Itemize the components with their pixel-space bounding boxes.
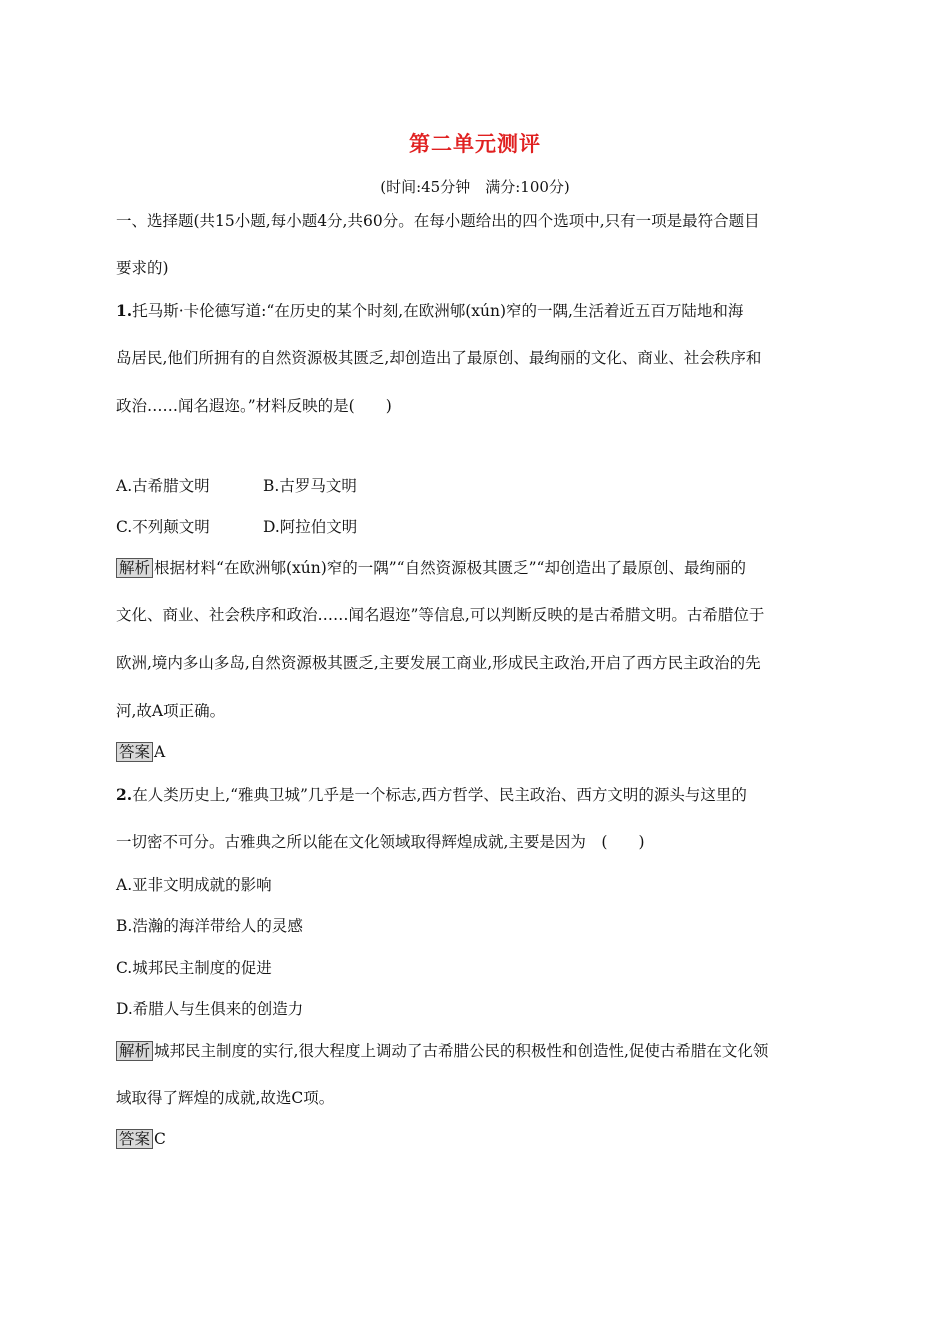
q1-analysis-line4: 河,故A项正确。 [116,702,226,720]
q1-stem-text1: 托马斯·卡伦德写道:“在历史的某个时刻,在欧洲郇(xún)窄的一隅,生活着近五百万陆地和海 [132,302,744,320]
q1-analysis-line3: 欧洲,境内多山多岛,自然资源极其匮乏,主要发展工商业,形成民主政治,开启了西方民主政治的先 [116,654,761,672]
q2-answer-line [116,1129,836,1149]
q1-analysis-line2: 文化、商业、社会秩序和政治……闻名遐迩”等信息,可以判断反映的是古希腊文明。古希腊位于 [116,606,765,624]
q1-analysis-tag: 解析 [116,558,153,578]
q1-number: 1. [116,301,133,320]
q1-option-d: D.阿拉伯文明 [263,518,358,536]
q1-answer-tag: 答案 [116,742,153,762]
q1-analysis-line1 [116,558,836,578]
section-instructions-line2: 要求的) [116,259,169,277]
q1-stem-line2: 岛居民,他们所拥有的自然资源极其匮乏,却创造出了最原创、最绚丽的文化、商业、社会秩序和 [116,349,762,367]
q2-stem-line2: 一切密不可分。古雅典之所以能在文化领域取得辉煌成就,主要是因为 ( ) [116,833,645,851]
q2-option-b: B.浩瀚的海洋带给人的灵感 [116,917,303,935]
q2-option-c: C.城邦民主制度的促进 [116,959,272,977]
q1-option-a: A.古希腊文明 [116,477,210,495]
q1-option-c: C.不列颠文明 [116,518,210,536]
q2-analysis-line1 [116,1041,836,1061]
q1-answer: A [154,743,166,761]
q2-option-a: A.亚非文明成就的影响 [116,876,272,894]
q2-answer: C [154,1130,166,1148]
q2-answer-tag: 答案 [116,1129,153,1149]
page-title: 第二单元测评 [409,132,541,156]
q2-stem-line1 [116,785,836,805]
section-instructions-line1: 一、选择题(共15小题,每小题4分,共60分。在每小题给出的四个选项中,只有一项是最符合题目 [116,212,760,230]
page-subtitle: (时间:45分钟 满分:100分) [380,178,570,196]
q2-stem-text1: 在人类历史上,“雅典卫城”几乎是一个标志,西方哲学、民主政治、西方文明的源头与这里的 [132,786,747,804]
q1-stem-line3: 政治……闻名遐迩。”材料反映的是( ) [116,397,392,415]
q2-option-d: D.希腊人与生俱来的创造力 [116,1000,304,1018]
q1-analysis-text1: 根据材料“在欧洲郇(xún)窄的一隅”“自然资源极其匮乏”“却创造出了最原创、最绚丽的 [154,559,746,577]
q2-analysis-line2: 域取得了辉煌的成就,故选C项。 [116,1089,335,1107]
q1-stem-line1 [116,301,836,321]
q1-option-b: B.古罗马文明 [263,477,357,495]
q2-number: 2. [116,785,133,804]
q1-answer-line [116,742,836,762]
q2-analysis-tag: 解析 [116,1041,153,1061]
q2-analysis-text1: 城邦民主制度的实行,很大程度上调动了古希腊公民的积极性和创造性,促使古希腊在文化领 [154,1042,769,1060]
